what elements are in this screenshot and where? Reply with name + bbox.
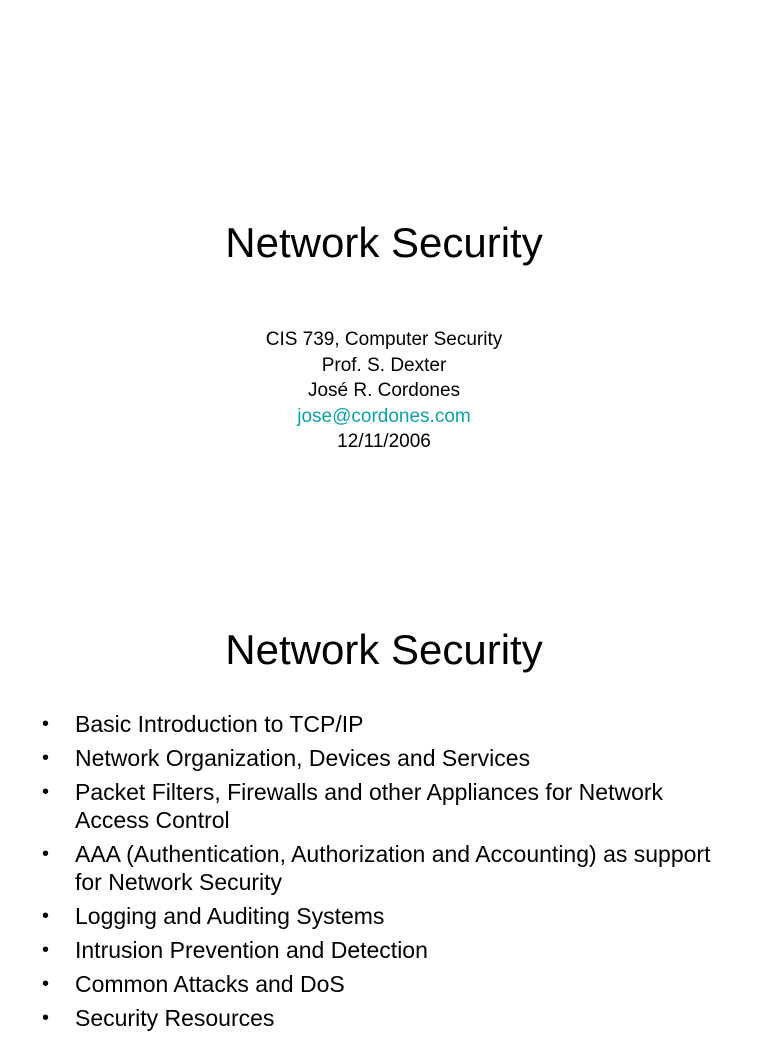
bullet-icon: • [42,1007,50,1029]
bullet-item [42,970,722,998]
bullet-icon: • [42,713,50,735]
bullet-item [42,710,722,738]
bullet-text: AAA (Authentication, Authorization and Accounting) as support for Network Security [75,841,711,895]
bullet-item [42,1004,722,1032]
bullet-text: Common Attacks and DoS [75,971,345,997]
date-line: 12/11/2006 [337,431,431,453]
bullet-item [42,840,722,896]
bullet-item [42,902,722,930]
subtitle-block [0,327,768,455]
slide-title: Network Security [225,626,543,673]
bullet-text: Network Organization, Devices and Services [75,745,531,771]
bullet-text: Logging and Auditing Systems [75,903,385,929]
bullet-icon: • [42,843,50,865]
email-link[interactable]: jose@cordones.com [297,405,471,427]
bullet-item [42,936,722,964]
professor-line: Prof. S. Dexter [321,354,447,376]
bullet-text: Intrusion Prevention and Detection [75,937,428,963]
author-line: José R. Cordones [307,380,461,402]
bullet-text: Packet Filters, Firewalls and other Appliances for Network Access Control [75,779,664,833]
bullet-icon: • [42,781,50,803]
bullet-icon: • [42,939,50,961]
bullet-item [42,744,722,772]
bullet-item [42,778,722,834]
bullet-text: Security Resources [75,1005,275,1031]
bullet-icon: • [42,973,50,995]
bullet-text: Basic Introduction to TCP/IP [75,711,364,737]
bullet-icon: • [42,905,50,927]
bullet-icon: • [42,747,50,769]
course-line: CIS 739, Computer Security [265,329,503,350]
outline-slide [0,576,768,1031]
bullet-list [42,710,722,1038]
slide-title: Network Security [225,219,543,266]
